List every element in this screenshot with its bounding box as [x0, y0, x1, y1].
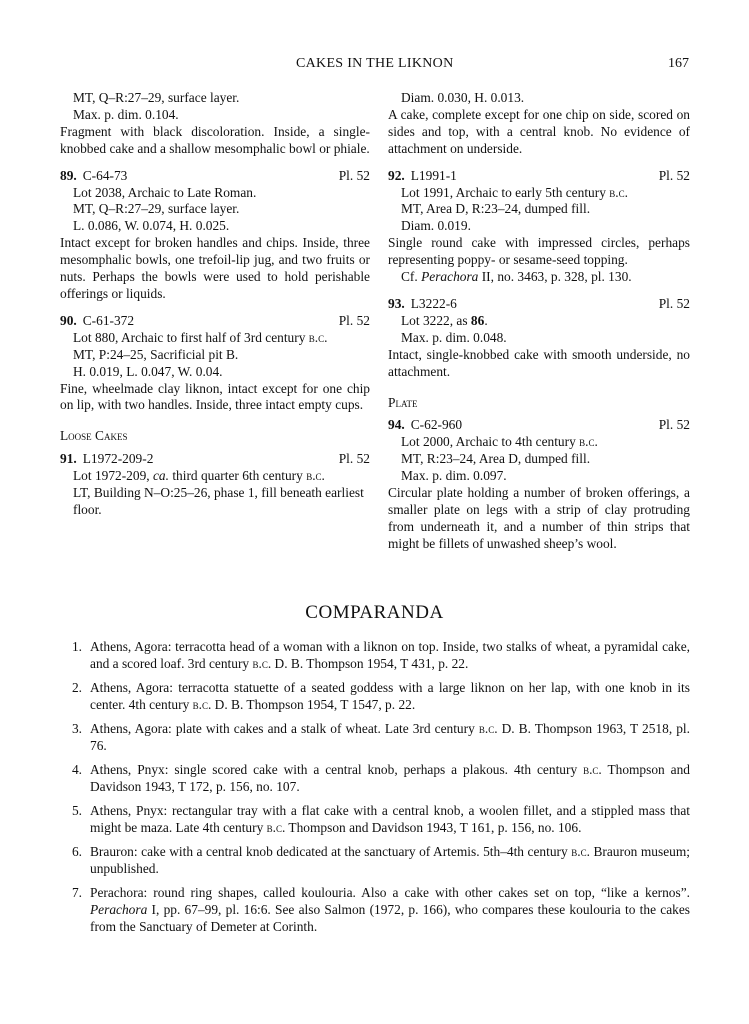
findspot-line: MT, Q–R:27–29, surface layer.: [73, 201, 240, 217]
continued-entry: [60, 90, 370, 158]
entry-heading: [60, 168, 370, 185]
findspot-line: LT, Building N–O:25–26, phase 1, fill beneath earliest floor.: [73, 485, 364, 517]
findspot-line: MT, Area D, R:23–24, dumped fill.: [401, 201, 591, 217]
entry-heading: [60, 451, 370, 468]
findspot-line: MT, Q–R:27–29, surface layer.: [73, 90, 240, 105]
dimensions-line: Diam. 0.030, H. 0.013.: [401, 90, 525, 105]
plate-reference: Pl. 52: [658, 167, 690, 183]
lot-line: Lot 1972-209, ca. third quarter 6th century b.c.: [73, 468, 325, 484]
lot-line: Lot 1991, Archaic to early 5th century b.c.: [401, 184, 628, 200]
lot-line: Lot 3222, as 86.: [401, 312, 488, 328]
entry-heading: [388, 296, 690, 313]
entry-heading: [60, 313, 370, 330]
comparison-reference: Cf. Perachora II, no. 3463, p. 328, pl. 130.: [401, 269, 632, 285]
lot-line: Lot 2038, Archaic to Late Roman.: [73, 184, 257, 200]
entry-description: Fine, wheelmade clay liknon, intact except for one chip on lip, with two handles. Inside, three intact empty cups.: [60, 380, 370, 413]
catalogue-entry-93: [388, 296, 690, 381]
right-column: [388, 90, 690, 553]
dimensions-line: Max. p. dim. 0.048.: [401, 329, 507, 345]
entry-number: 93.: [388, 295, 405, 311]
findspot-line: MT, R:23–24, Area D, dumped fill.: [401, 451, 591, 467]
lot-line: Lot 2000, Archaic to 4th century b.c.: [401, 434, 598, 450]
inventory-number: C-62-960: [410, 417, 463, 433]
entry-description: Intact except for broken handles and chips. Inside, three mesomphalic bowls, one trefoil-lip jug, and two fruits or nuts. Perhaps the bowls were used to hold perishable offerings or liquids.: [60, 235, 370, 301]
section-heading-plate: Plate: [388, 394, 418, 410]
dimensions-line: Max. p. dim. 0.097.: [401, 468, 507, 484]
entry-number: 94.: [388, 417, 405, 433]
dimensions-line: H. 0.019, L. 0.047, W. 0.04.: [73, 363, 223, 379]
plate-reference: Pl. 52: [338, 451, 370, 467]
comparanda-heading: COMPARANDA: [305, 602, 444, 623]
inventory-number: L3222-6: [410, 295, 457, 311]
section-heading-loose-cakes: Loose Cakes: [60, 428, 128, 444]
entry-heading: [388, 168, 690, 185]
inventory-number: C-64-73: [82, 167, 128, 183]
left-column: [60, 90, 370, 519]
catalogue-entry-91: [60, 451, 370, 519]
plate-reference: Pl. 52: [338, 312, 370, 328]
inventory-number: L1991-1: [410, 167, 457, 183]
entry-description: Fragment with black discoloration. Inside, a single-knobbed cake and a shallow mesomphalic bowl or phiale.: [60, 123, 370, 156]
comparanda-item: 5. Athens, Pnyx: rectangular tray with a flat cake with a central knob, a woolen fillet, and a stippled mass that might be maza. Late 4th century b.c. Thompson and Davidson 1943, T 161, p. 156, no. 106.: [71, 803, 690, 835]
inventory-number: C-61-372: [82, 312, 135, 328]
catalogue-entry-90: [60, 313, 370, 414]
entry-description: A cake, complete except for one chip on side, scored on sides and top, with a central knob. No evidence of attachment on underside.: [388, 106, 690, 156]
dimensions-line: Max. p. dim. 0.104.: [73, 106, 179, 122]
catalogue-entry-92: [388, 168, 690, 286]
entry-heading: [388, 417, 690, 434]
entry-description: Circular plate holding a number of broken offerings, a smaller plate on legs with a strip of clay protruding from underneath it, and a number of thin strips that might be fillets of unwashed sheep’s wool.: [388, 485, 690, 551]
lot-line: Lot 880, Archaic to first half of 3rd century b.c.: [73, 329, 328, 345]
entry-number: 91.: [60, 451, 77, 467]
page-number: 167: [668, 56, 689, 71]
catalogue-entry-89: [60, 168, 370, 303]
comparanda-item: 7. Perachora: round ring shapes, called koulouria. Also a cake with other cakes set on top, “like a kernos”. Perachora I, pp. 67–99, pl. 16:6. See also Salmon (1972, p. 166), who compares these koulouria to the cakes from the Sanctuary of Demeter at Corinth.: [71, 885, 690, 934]
plate-reference: Pl. 52: [658, 417, 690, 433]
comparanda-list: [60, 638, 690, 942]
entry-description: Intact, single-knobbed cake with smooth underside, no attachment.: [388, 346, 690, 379]
continued-entry: [388, 90, 690, 158]
comparanda-item: 6. Brauron: cake with a central knob dedicated at the sanctuary of Artemis. 5th–4th century b.c. Brauron museum; unpublished.: [71, 844, 690, 876]
comparanda-item: 3. Athens, Agora: plate with cakes and a stalk of wheat. Late 3rd century b.c. D. B. Thompson 1963, T 2518, pl. 76.: [71, 721, 690, 753]
entry-number: 92.: [388, 167, 405, 183]
running-head: CAKES IN THE LIKNON: [296, 56, 454, 71]
plate-reference: Pl. 52: [338, 167, 370, 183]
catalogue-entry-94: [388, 417, 690, 552]
plate-reference: Pl. 52: [658, 295, 690, 311]
entry-description: Single round cake with impressed circles, perhaps representing poppy- or sesame-seed topping.: [388, 235, 690, 268]
inventory-number: L1972-209-2: [82, 451, 154, 467]
entry-number: 89.: [60, 167, 77, 183]
dimensions-line: Diam. 0.019.: [401, 218, 471, 234]
dimensions-line: L. 0.086, W. 0.074, H. 0.025.: [73, 218, 230, 234]
entry-number: 90.: [60, 312, 77, 328]
comparanda-item: 4. Athens, Pnyx: single scored cake with a central knob, perhaps a plakous. 4th century b.c. Thompson and Davidson 1943, T 172, p. 156, no. 107.: [71, 762, 690, 794]
findspot-line: MT, P:24–25, Sacrificial pit B.: [73, 346, 239, 362]
comparanda-item: 2. Athens, Agora: terracotta statuette of a seated goddess with a large liknon on her lap, with one knob in its center. 4th century b.c. D. B. Thompson 1954, T 1547, p. 22.: [71, 680, 690, 712]
comparanda-item: 1. Athens, Agora: terracotta head of a woman with a liknon on top. Inside, two stalks of wheat, a pyramidal cake, and a scored loaf. 3rd century b.c. D. B. Thompson 1954, T 431, p. 22.: [71, 639, 690, 671]
